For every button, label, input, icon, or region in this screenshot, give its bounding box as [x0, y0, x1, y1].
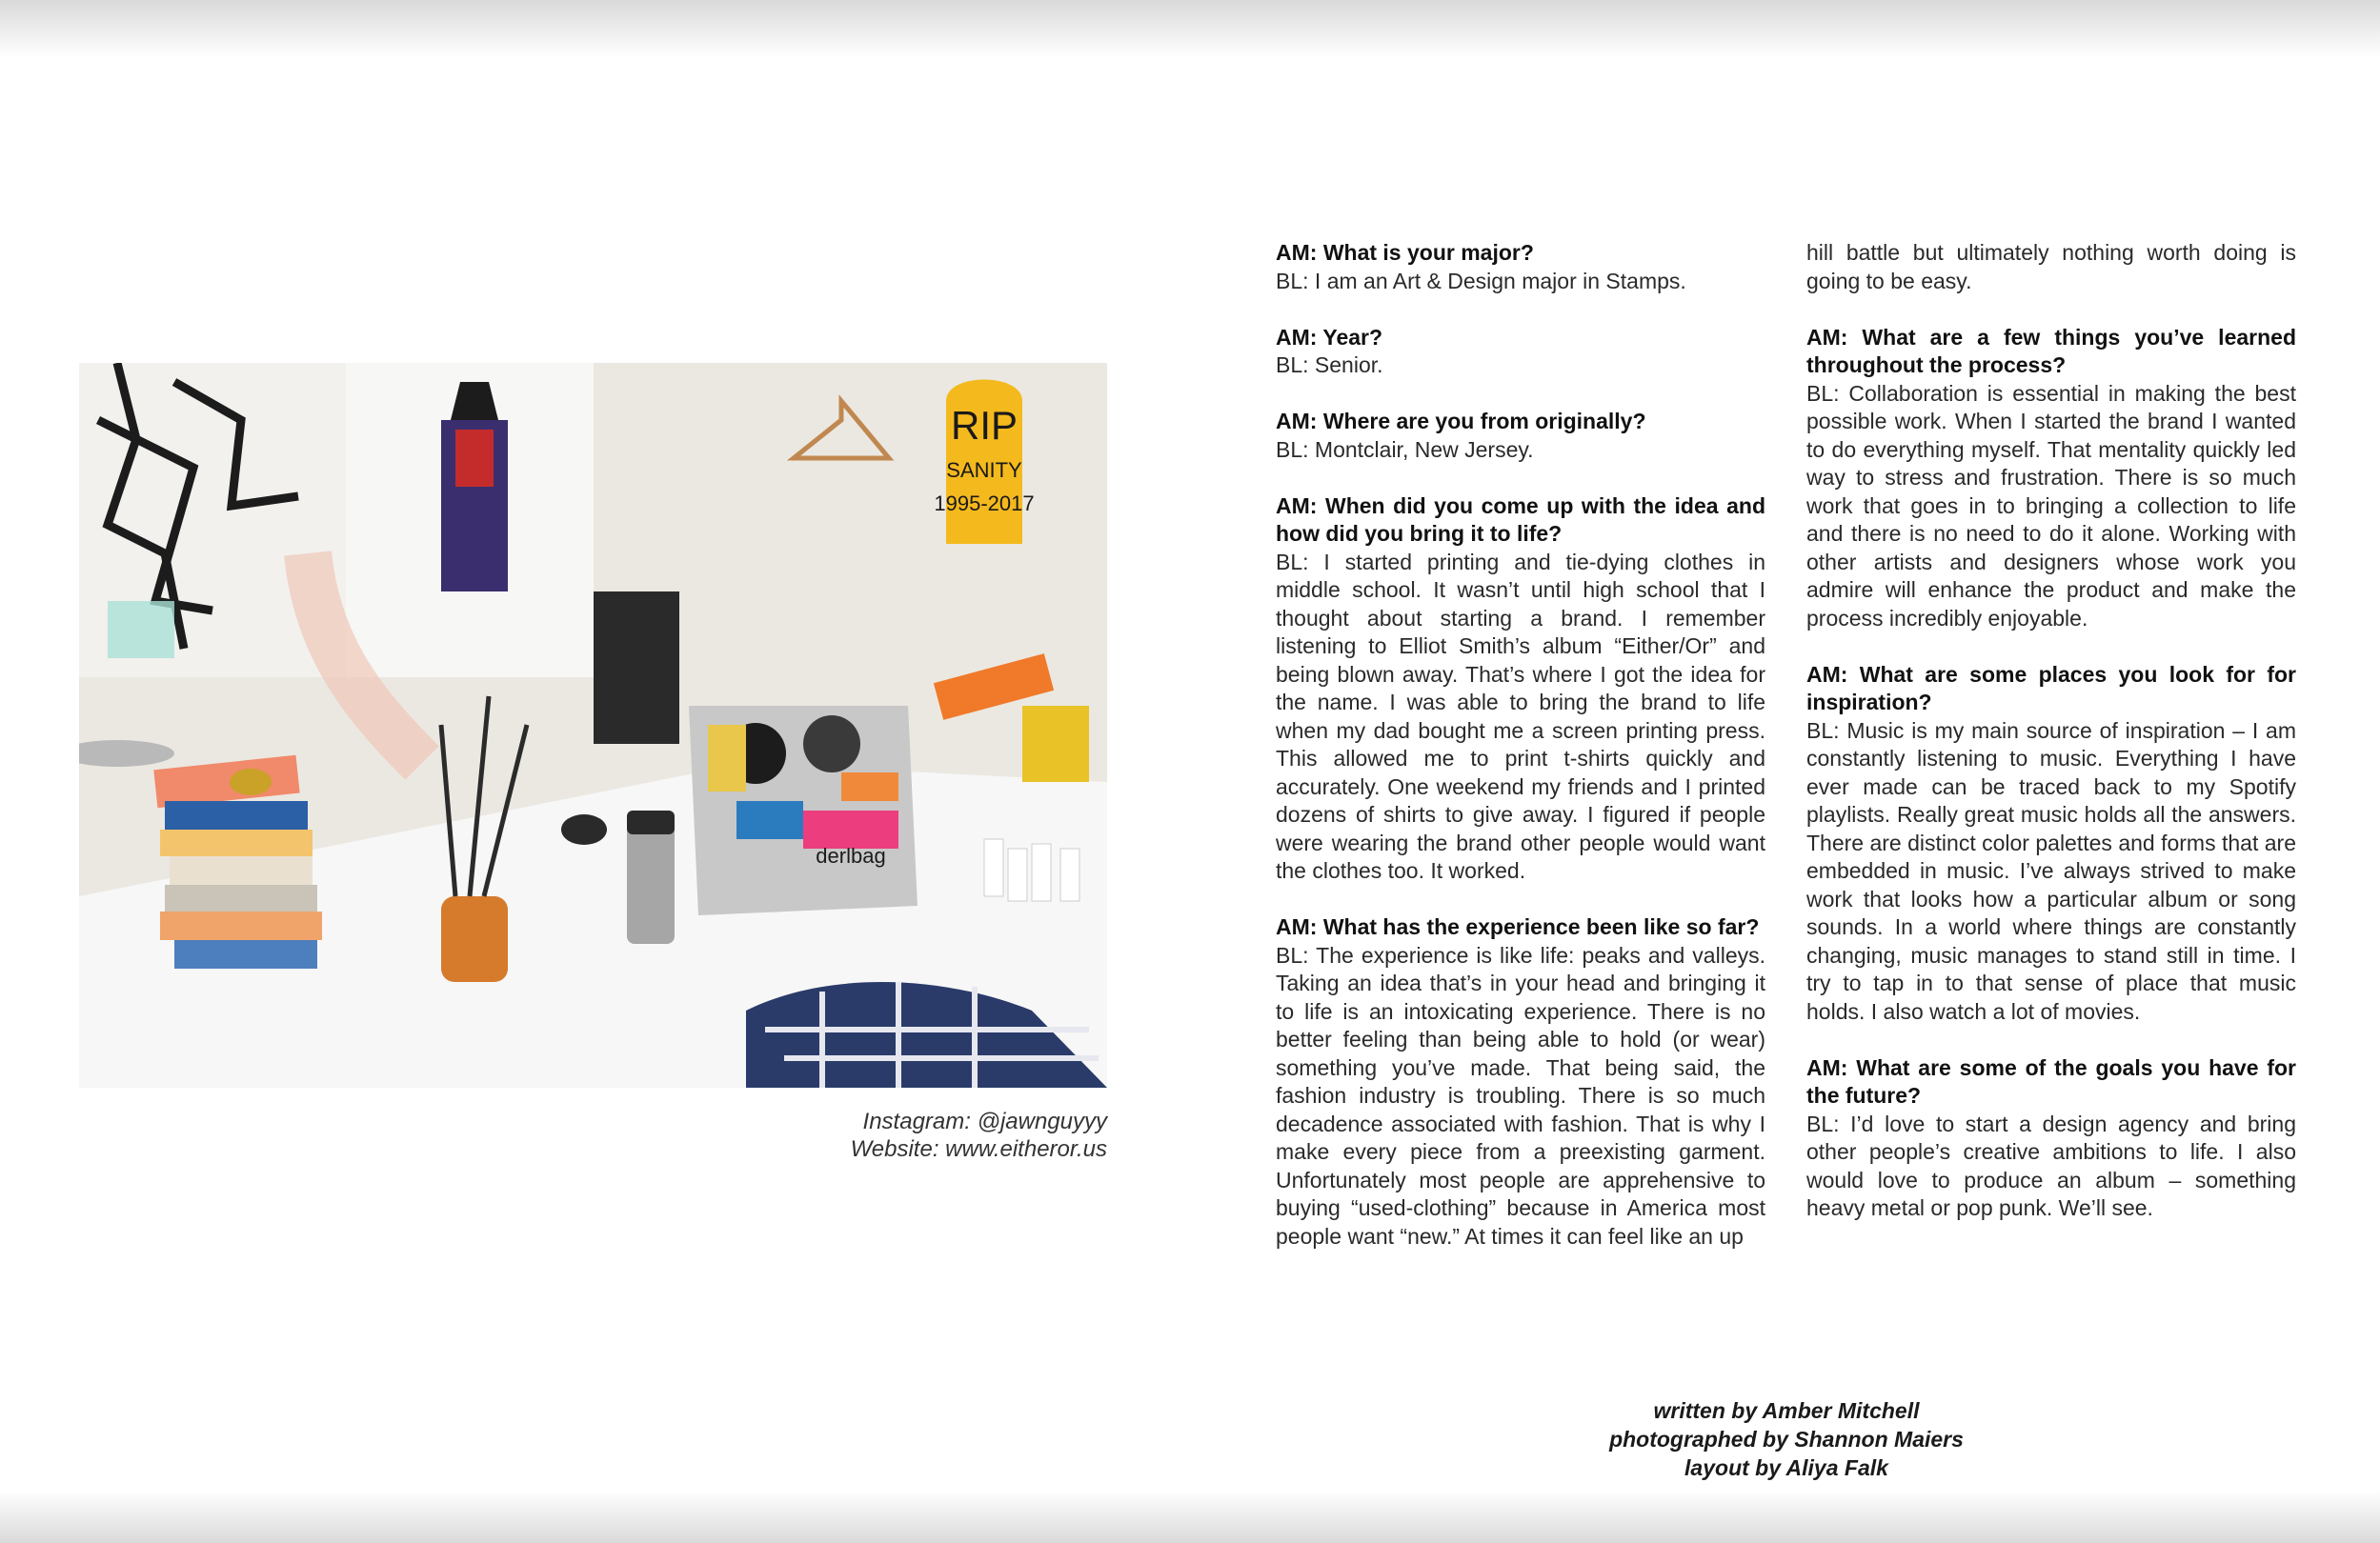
mouse: [561, 814, 607, 845]
chair-back: [594, 591, 679, 744]
answer: BL: The experience is like life: peaks and valleys. Taking an idea that’s in your head and bringing it to life is an intoxicating experience. There is no better feeling than being able to hold (or wear) something you’ve made. That being said, the fashion industry is troubling. There is so much decadence associated with fashion. That is why I make every piece from a preexisting garment. Unfortunately most people are apprehensive to buying “used-clothing” because in America most people want “new.” At times it can feel like an up: [1276, 942, 1765, 1249]
question: AM: What has the experience been like so far?: [1276, 914, 1760, 939]
brush-pot: [441, 896, 508, 982]
qa-block: [1806, 661, 2296, 1027]
rip-sign: [934, 380, 1034, 545]
qa-block: [1276, 239, 1765, 295]
interview-column-right: [1806, 239, 2296, 1251]
qa-block: [1276, 408, 1765, 464]
sign-line-1: RIP: [950, 403, 1019, 448]
instagram-handle: Instagram: @jawnguyyy: [862, 1109, 1107, 1134]
qa-block: [1806, 324, 2296, 633]
qa-block: [1276, 324, 1765, 380]
answer: BL: I am an Art & Design major in Stamps.: [1276, 268, 1686, 293]
credit-photographer: photographed by Shannon Maiers: [1609, 1427, 1964, 1452]
question: AM: What are some places you look for for inspiration?: [1806, 661, 2296, 714]
qa-block-continued: [1806, 239, 2296, 295]
page-bottom-shadow: [0, 1491, 2380, 1543]
laptop-sticker-text: derlbag: [816, 844, 886, 868]
answer-continued: hill battle but ultimately nothing worth doing is going to be easy.: [1806, 240, 2296, 293]
answer: BL: I’d love to start a design agency and bring other people’s creative ambitions to life. I also would love to produce an album – something heavy metal or pop punk. We’ll see.: [1806, 1111, 2296, 1220]
yellow-box: [1022, 706, 1089, 782]
credit-writer: written by Amber Mitchell: [1653, 1398, 1920, 1423]
travel-mug: [627, 820, 675, 944]
question: AM: Year?: [1276, 324, 1383, 350]
question: AM: What are some of the goals you have for the future?: [1806, 1054, 2296, 1108]
qa-block: [1276, 913, 1765, 1251]
qa-block: [1806, 1054, 2296, 1223]
question: AM: Where are you from originally?: [1276, 409, 1646, 433]
sign-line-2: SANITY: [946, 458, 1022, 482]
answer: BL: Collaboration is essential in making the best possible work. When I started the brand I wanted to do everything myself. That mentality quickly led way to stress and frustration. There is so much work that goes in to bringing a collection to life and there is no need to do it alone. Working with other artists and designers whose work you admire will enhance the product and make the process incredibly enjoyable.: [1806, 380, 2296, 631]
answer: BL: Senior.: [1276, 352, 1383, 377]
laptop: [689, 706, 918, 915]
photo-caption: [667, 1108, 1107, 1163]
question: AM: When did you come up with the idea and how did you bring it to life?: [1276, 492, 1765, 546]
interview-column-left: [1276, 239, 1765, 1279]
answer: BL: Music is my main source of inspiration – I am constantly listening to music. Everything I have ever made can be traced back to my Spotify playlists. Really great music holds all the answers. There are distinct color palettes and forms that are embedded in music. I’ve always strived to make work that looks how a particular album or song sounds. In a world where things are constantly changing, music manages to stand still in time. I try to tap in to that sense of place that music holds. I also watch a lot of movies.: [1806, 717, 2296, 1024]
credit-layout: layout by Aliya Falk: [1684, 1455, 1888, 1480]
question: AM: What is your major?: [1276, 240, 1534, 265]
paint-bottles: [984, 839, 1079, 901]
question: AM: What are a few things you’ve learned throughout the process?: [1806, 324, 2296, 377]
page-top-shadow: [0, 0, 2380, 57]
qa-block: [1276, 492, 1765, 886]
sign-line-3: 1995-2017: [934, 491, 1035, 515]
answer: BL: I started printing and tie-dying clothes in middle school. It wasn’t until high school that I thought about starting a brand. I remember listening to Elliot Smith’s album “Either/Or” and being blown away. That’s where I got the idea for the name. I was able to bring the brand to life when my dad bought me a screen printing press. This allowed me to print t-shirts quickly and accurately. One weekend my friends and I printed dozens of shirts to give away. I figured if people were wearing the brand other people would want the clothes too. It worked.: [1276, 549, 1765, 883]
credits: [1524, 1396, 2048, 1482]
website-url: Website: www.eitheror.us: [850, 1136, 1107, 1162]
studio-photo: [79, 363, 1107, 1088]
answer: BL: Montclair, New Jersey.: [1276, 436, 1534, 462]
gold-object: [230, 769, 272, 795]
